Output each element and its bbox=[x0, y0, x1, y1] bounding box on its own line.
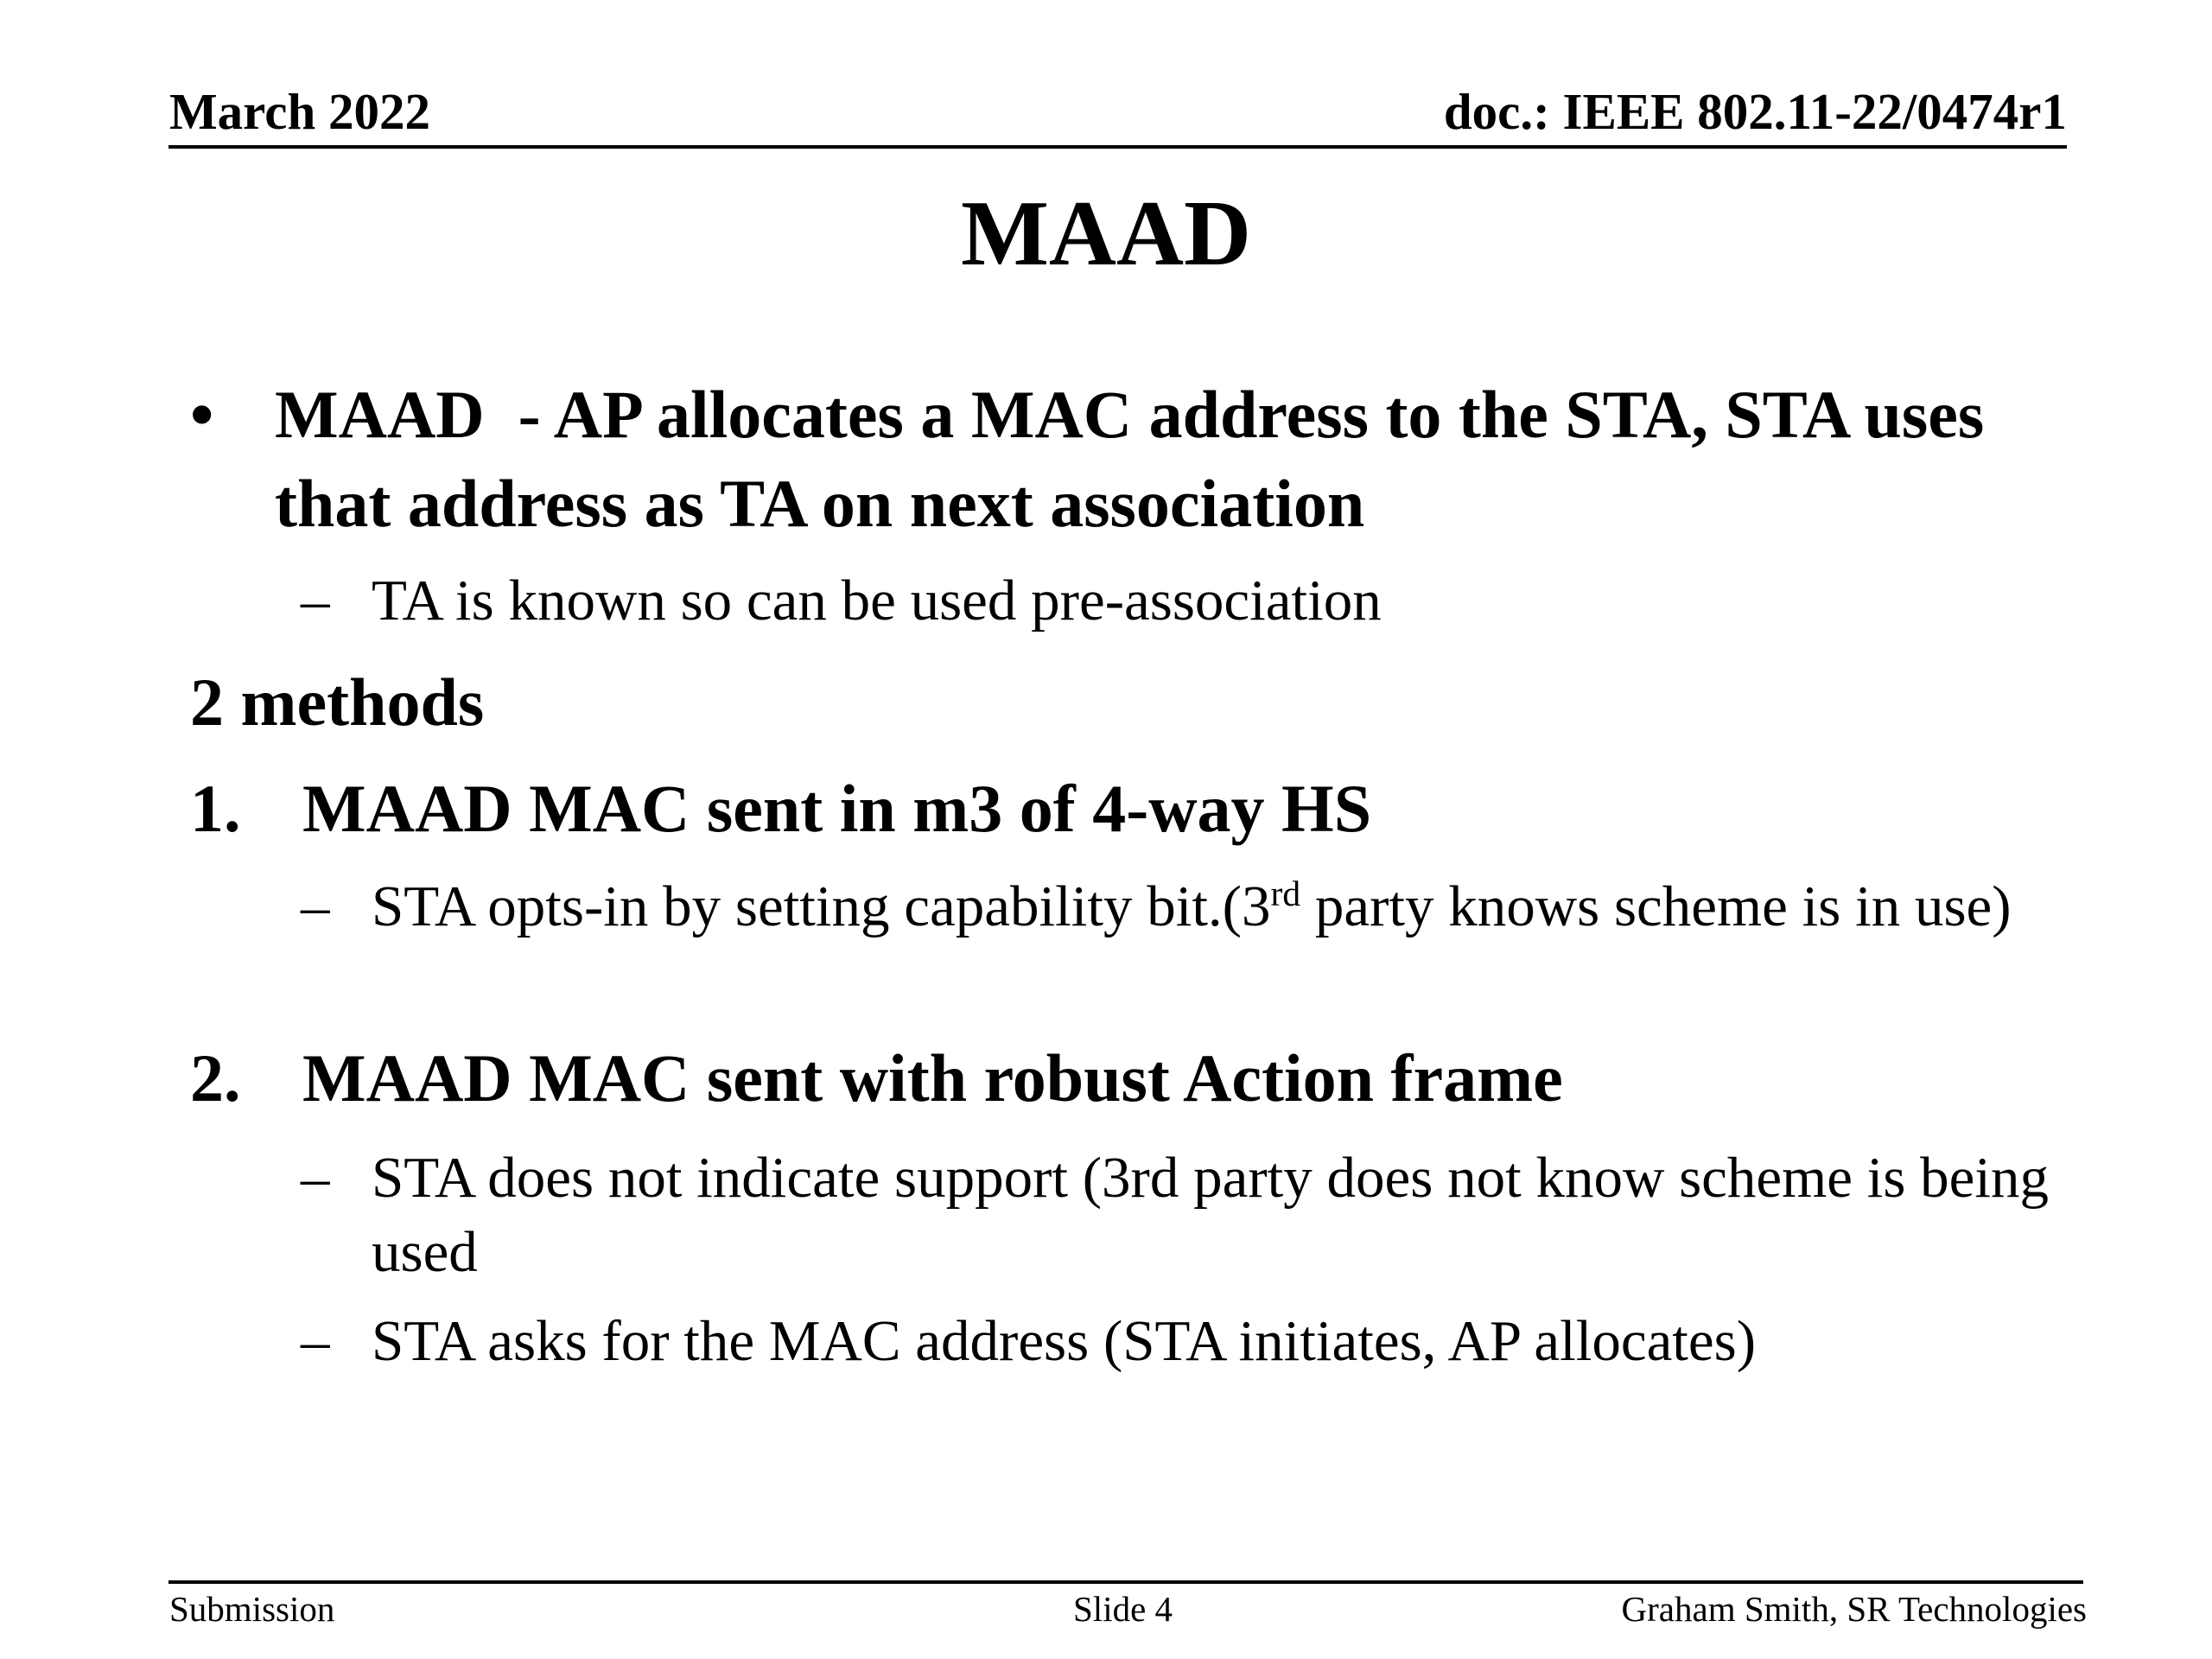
header-divider bbox=[168, 145, 2067, 149]
slide-title: MAAD bbox=[961, 182, 1251, 285]
footer-slide-number: Slide 4 bbox=[1073, 1589, 1173, 1629]
sub-bullet-text: TA is known so can be used pre-association bbox=[372, 569, 1382, 632]
method-1-text: MAAD MAC sent in m3 of 4-way HS bbox=[302, 771, 1372, 846]
superscript-rd: rd bbox=[1270, 874, 1301, 914]
method-1-number: 1. bbox=[190, 771, 241, 846]
method-2-sub-2-text: STA asks for the MAC address (STA initiates, AP allocates) bbox=[372, 1309, 1757, 1373]
method-2-text: MAAD MAC sent with robust Action frame bbox=[302, 1040, 1563, 1116]
footer-author: Graham Smith, SR Technologies bbox=[1621, 1589, 2087, 1629]
method-2-sub-1-marker: – bbox=[301, 1146, 330, 1210]
footer-submission: Submission bbox=[169, 1589, 335, 1629]
method-2-sub-2-marker: – bbox=[301, 1309, 330, 1373]
method-2-number: 2. bbox=[190, 1040, 241, 1116]
header-doc-id: doc.: IEEE 802.11-22/0474r1 bbox=[1443, 83, 2067, 140]
method-1-sub-marker: – bbox=[301, 874, 330, 938]
method-1-sub-text-before: STA opts-in by setting capability bit.(3 bbox=[372, 874, 1271, 938]
bullet-text: MAAD - AP allocates a MAC address to the STA, STA uses that address as TA on next association bbox=[275, 377, 2001, 541]
bullet-marker: • bbox=[190, 377, 214, 452]
method-1-sub-text bbox=[372, 869, 2074, 944]
header-date: March 2022 bbox=[169, 83, 431, 140]
sub-bullet-marker: – bbox=[301, 569, 330, 632]
footer-divider bbox=[168, 1580, 2083, 1584]
methods-heading: 2 methods bbox=[190, 664, 485, 740]
method-2-sub-1-text: STA does not indicate support (3rd party does not know scheme is being used bbox=[372, 1146, 2050, 1284]
method-1-sub-text-after: party knows scheme is in use) bbox=[1300, 874, 2012, 938]
